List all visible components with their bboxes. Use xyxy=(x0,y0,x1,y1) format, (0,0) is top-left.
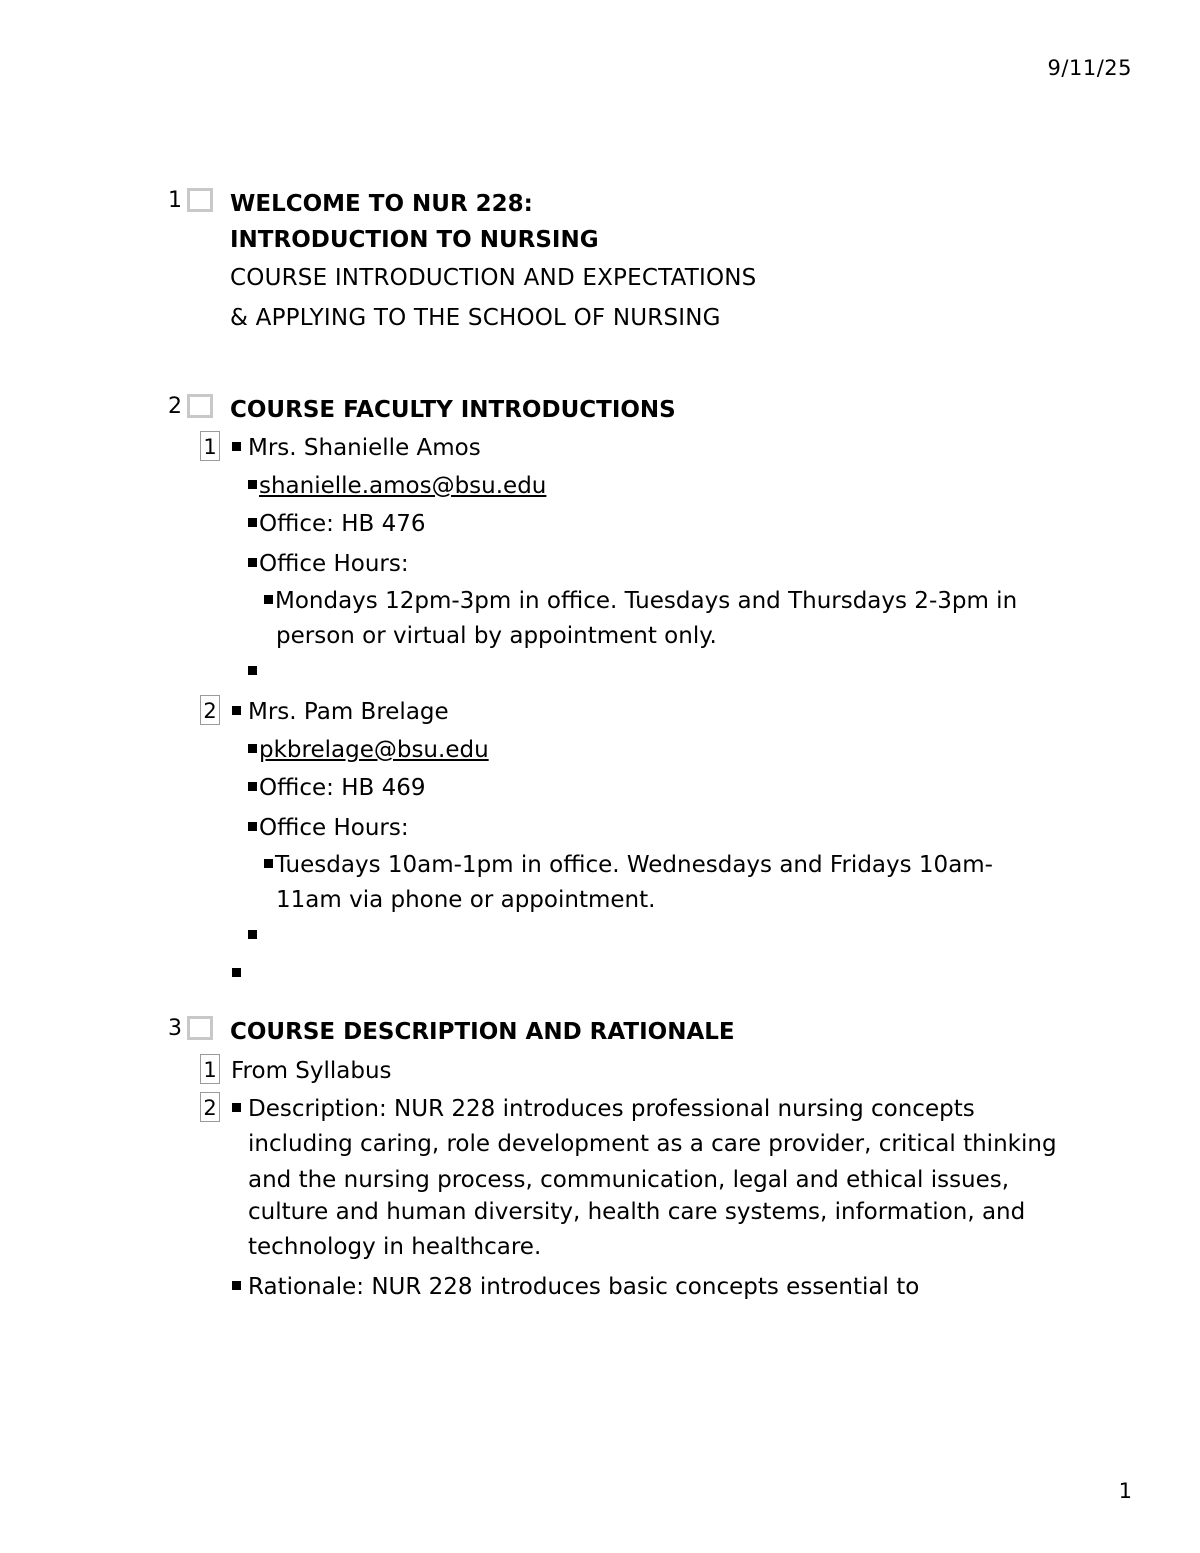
bullet-icon xyxy=(232,706,241,715)
bullet-icon xyxy=(248,744,257,753)
faculty-name: Mrs. Pam Brelage xyxy=(232,695,449,730)
bullet-icon xyxy=(232,442,241,451)
slide-thumbnail[interactable] xyxy=(187,188,213,212)
syllabus-heading: From Syllabus xyxy=(231,1058,392,1084)
bullet-icon xyxy=(248,930,257,939)
page-number: 1 xyxy=(1118,1479,1132,1503)
slide-thumbnail[interactable] xyxy=(187,394,213,418)
description-line: including caring, role development as a care provider, critical thinking xyxy=(248,1131,1057,1157)
email-link[interactable]: shanielle.amos@bsu.edu xyxy=(259,473,547,499)
slide-subtitle-line: COURSE INTRODUCTION AND EXPECTATIONS xyxy=(230,265,757,291)
bullet-icon xyxy=(232,1103,241,1112)
slide-number: 3 xyxy=(168,1016,182,1041)
faculty-name: Mrs. Shanielle Amos xyxy=(232,431,481,466)
empty-bullet xyxy=(248,655,264,690)
email-link[interactable]: pkbrelage@bsu.edu xyxy=(259,737,489,763)
faculty-hours-label: Office Hours: xyxy=(248,547,409,582)
outline-marker: 1 xyxy=(200,431,220,461)
bullet-icon xyxy=(232,1281,241,1290)
slide-title: COURSE DESCRIPTION AND RATIONALE xyxy=(230,1019,735,1045)
outline-marker: 2 xyxy=(200,1092,220,1122)
bullet-icon xyxy=(248,666,257,675)
outline-marker: 1 xyxy=(200,1054,220,1084)
bullet-icon xyxy=(264,595,273,604)
faculty-hours-detail: 11am via phone or appointment. xyxy=(276,887,656,913)
bullet-icon xyxy=(248,782,257,791)
slide-title-line: INTRODUCTION TO NURSING xyxy=(230,227,599,253)
bullet-icon xyxy=(248,558,257,567)
description-line: and the nursing process, communication, legal and ethical issues, xyxy=(248,1167,1010,1193)
description-line: culture and human diversity, health care systems, information, and xyxy=(248,1199,1026,1225)
outline-marker: 2 xyxy=(200,695,220,725)
slide-2 xyxy=(168,392,1128,992)
faculty-email xyxy=(248,469,546,504)
slide-number: 1 xyxy=(168,188,182,213)
page-date: 9/11/25 xyxy=(1047,56,1132,80)
faculty-email xyxy=(248,733,489,768)
description-line: Description: NUR 228 introduces professional nursing concepts xyxy=(232,1092,975,1127)
empty-bullet xyxy=(232,957,248,992)
slide-content xyxy=(230,392,1130,428)
description-line: technology in healthcare. xyxy=(248,1234,542,1260)
faculty-hours-detail: person or virtual by appointment only. xyxy=(276,623,717,649)
bullet-icon xyxy=(264,859,273,868)
slide-content xyxy=(230,186,1130,338)
bullet-icon xyxy=(248,518,257,527)
bullet-icon xyxy=(248,822,257,831)
slide-title-line: WELCOME TO NUR 228: xyxy=(230,191,533,217)
slide-content xyxy=(230,1014,1130,1050)
bullet-icon xyxy=(232,968,241,977)
faculty-hours-label: Office Hours: xyxy=(248,811,409,846)
slide-3 xyxy=(168,1014,1128,1314)
slide-subtitle-line: & APPLYING TO THE SCHOOL OF NURSING xyxy=(230,305,721,331)
slide-title: COURSE FACULTY INTRODUCTIONS xyxy=(230,397,676,423)
faculty-hours-detail: Mondays 12pm-3pm in office. Tuesdays and Thursdays 2-3pm in xyxy=(264,584,1017,619)
faculty-office: Office: HB 469 xyxy=(248,771,425,806)
faculty-hours-detail: Tuesdays 10am-1pm in office. Wednesdays and Fridays 10am- xyxy=(264,848,993,883)
slide-number: 2 xyxy=(168,394,182,419)
empty-bullet xyxy=(248,919,264,954)
rationale-line: Rationale: NUR 228 introduces basic concepts essential to xyxy=(232,1270,919,1305)
slide-thumbnail[interactable] xyxy=(187,1016,213,1040)
faculty-office: Office: HB 476 xyxy=(248,507,425,542)
bullet-icon xyxy=(248,480,257,489)
